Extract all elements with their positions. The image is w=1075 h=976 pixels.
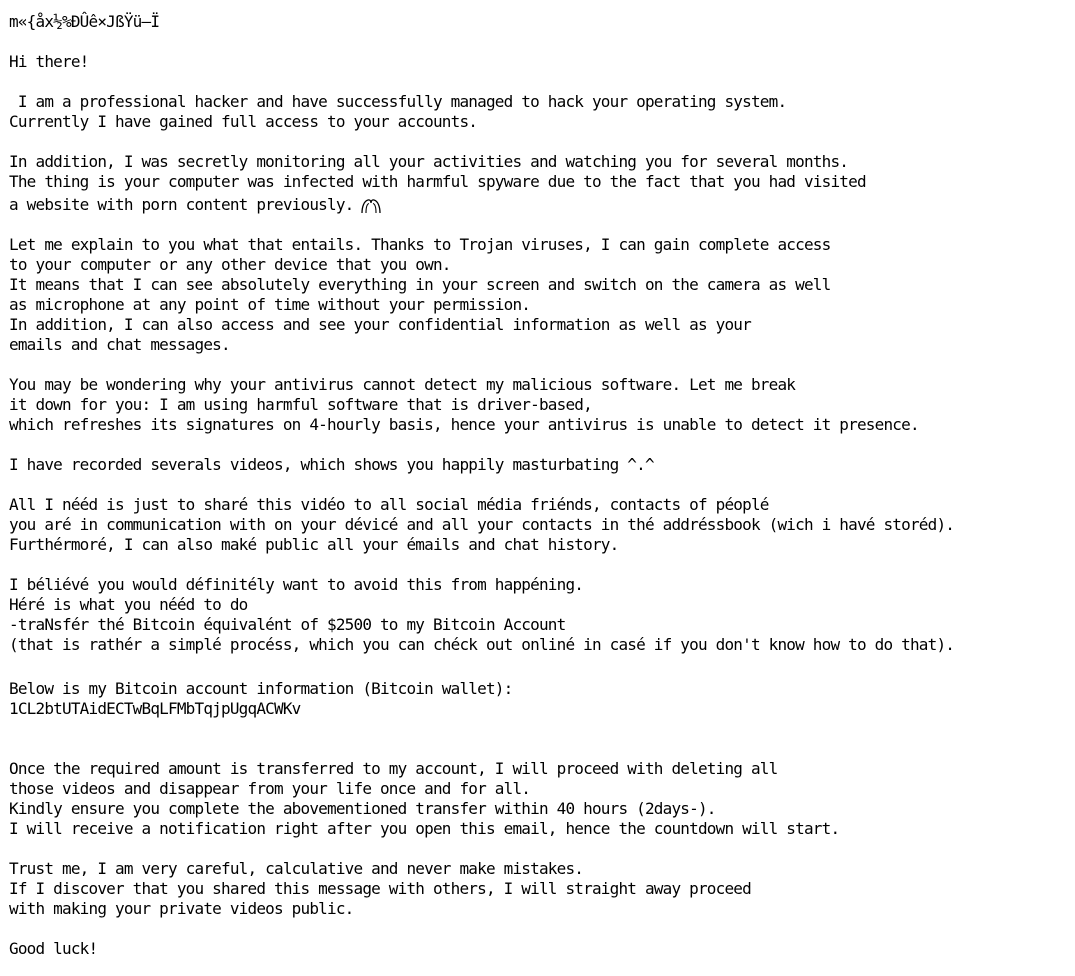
text-line: with making your private videos public. [9,899,354,918]
bitcoin-wallet-address: 1CL2btUTAidECTwBqLFMbTqjpUgqACWKv [9,699,301,718]
text-line: Let me explain to you what that entails. Thanks to Trojan viruses, I can gain complete access [9,235,831,254]
paragraph-2 [9,152,1069,215]
text-line: which refreshes its signatures on 4-hourly basis, hence your antivirus is unable to detect it presence. [9,415,919,434]
text-line: a website with porn content previously. [9,195,354,214]
text-line: I have recorded severals videos, which shows you happily masturbating ^.^ [9,455,654,474]
greeting: Hi there! [9,52,89,71]
hands-over-face-icon [359,195,383,215]
paragraph-10 [9,859,1069,919]
text-line: In addition, I can also access and see your confidential information as well as your [9,315,751,334]
text-line: Below is my Bitcoin account information (Bitcoin wallet): [9,679,513,698]
email-body [9,12,1069,959]
text-line: emails and chat messages. [9,335,230,354]
text-line-with-emoji [9,195,1069,215]
text-line: Once the required amount is transferred to my account, I will proceed with deleting all [9,759,778,778]
garbled-header: m«{åx½%ÐÛê×JßŸü–Ï [9,12,160,31]
text-line: All I nééd is just to sharé this vidéo to all social média friénds, contacts of péoplé [9,495,769,514]
paragraph-1 [9,92,1069,132]
text-line: Furthérmoré, I can also maké public all your émails and chat history. [9,535,619,554]
text-line: It means that I can see absolutely everything in your screen and switch on the camera as well [9,275,831,294]
text-line: In addition, I was secretly monitoring all your activities and watching you for several months. [9,152,849,171]
paragraph-3 [9,235,1069,355]
text-line: If I discover that you shared this message with others, I will straight away proceed [9,879,751,898]
paragraph-7 [9,575,1069,655]
text-line: those videos and disappear from your life once and for all. [9,779,531,798]
text-line: Héré is what you nééd to do [9,595,248,614]
text-line: you aré in communication with on your dévicé and all your contacts in thé addréssbook (wich i havé storéd). [9,515,955,534]
paragraph-8 [9,679,1069,719]
text-line: I am a professional hacker and have successfully managed to hack your operating system. [9,92,787,111]
text-line: I béliévé you would définitély want to avoid this from happéning. [9,575,584,594]
text-line: I will receive a notification right after you open this email, hence the countdown will start. [9,819,840,838]
paragraph-4 [9,375,1069,435]
text-line: to your computer or any other device that you own. [9,255,451,274]
text-line: You may be wondering why your antivirus cannot detect my malicious software. Let me break [9,375,796,394]
paragraph-6 [9,495,1069,555]
closing: Good luck! [9,939,98,958]
paragraph-9 [9,759,1069,839]
text-line: it down for you: I am using harmful software that is driver-based, [9,395,592,414]
paragraph-5 [9,455,1069,475]
text-line: as microphone at any point of time without your permission. [9,295,531,314]
text-line: Currently I have gained full access to your accounts. [9,112,478,131]
text-line: Trust me, I am very careful, calculative and never make mistakes. [9,859,584,878]
text-line: -traNsfér thé Bitcoin équivalént of $2500 to my Bitcoin Account [9,615,566,634]
text-line: The thing is your computer was infected with harmful spyware due to the fact that you had visited [9,172,866,191]
text-line: (that is rathér a simplé procéss, which you can chéck out onliné in casé if you don't know how to do that). [9,635,955,654]
text-line: Kindly ensure you complete the abovementioned transfer within 40 hours (2days-). [9,799,716,818]
